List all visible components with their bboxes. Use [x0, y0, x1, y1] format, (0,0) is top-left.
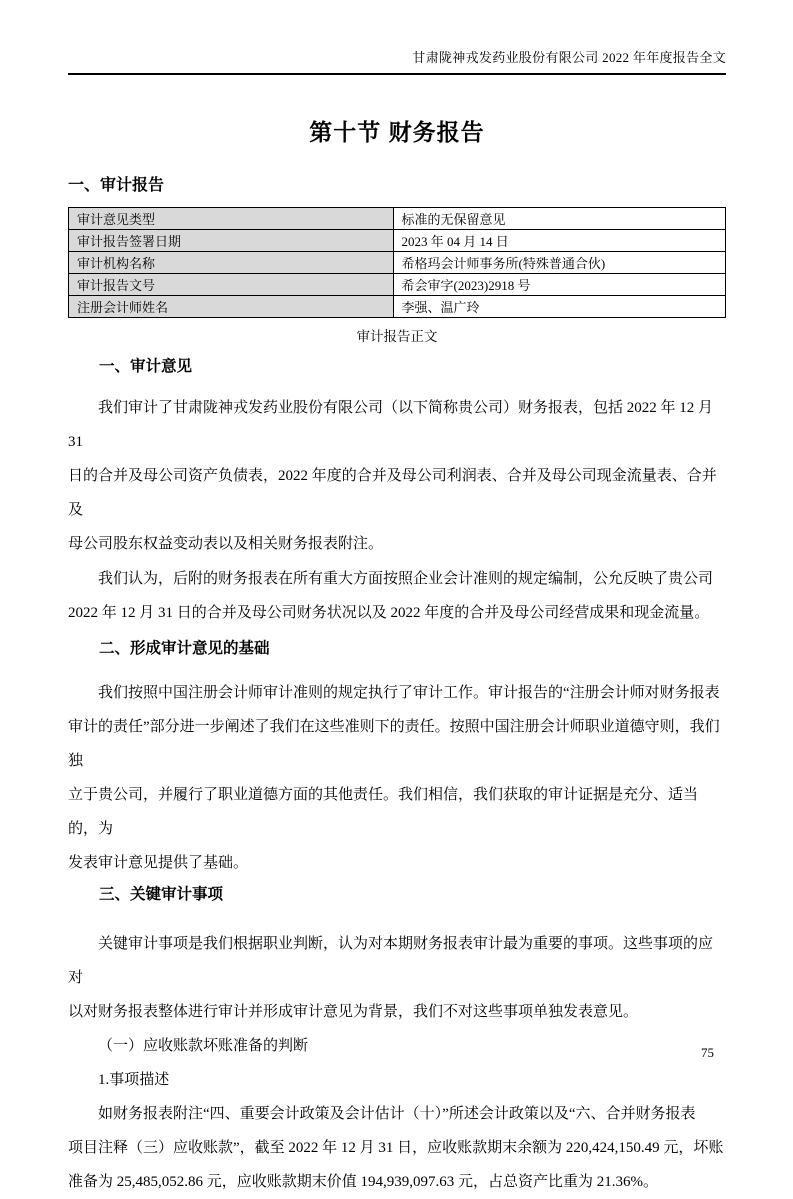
paragraph-line: 项目注释（三）应收账款”，截至 2022 年 12 月 31 日，应收账款期末余额为 220,424,150.49 元，坏账 — [68, 1140, 724, 1156]
key-matter-item-heading: （一）应收账款坏账准备的判断 — [98, 1038, 309, 1054]
paragraph-opinion-2 — [68, 562, 726, 630]
section-heading-audit-report: 一、审计报告 — [68, 177, 165, 194]
key-matter-item-subheading: 1.事项描述 — [98, 1072, 170, 1088]
table-row — [69, 252, 726, 274]
paragraph-line: 立于贵公司，并履行了职业道德方面的其他责任。我们相信，我们获取的审计证据是充分、适当的，为 — [68, 787, 699, 837]
document-header: 甘肃陇神戎发药业股份有限公司 2022 年年度报告全文 — [412, 50, 726, 65]
subsection-heading-opinion: 一、审计意见 — [99, 358, 193, 375]
page-number: 75 — [701, 1045, 714, 1060]
table-row — [69, 274, 726, 296]
subsection-heading-basis: 二、形成审计意见的基础 — [99, 640, 270, 657]
table-cell-value: 希格玛会计师事务所(特殊普通合伙) — [393, 252, 725, 274]
table-row — [69, 208, 726, 230]
paragraph-line: 关键审计事项是我们根据职业判断，认为对本期财务报表审计最为重要的事项。这些事项的应对 — [68, 936, 714, 986]
paragraph-line: 我们认为，后附的财务报表在所有重大方面按照企业会计准则的规定编制，公允反映了贵公司 — [98, 571, 714, 587]
page-title: 第十节 财务报告 — [309, 119, 485, 145]
table-cell-label: 审计报告签署日期 — [69, 230, 394, 252]
paragraph-line: 我们按照中国注册会计师审计准则的规定执行了审计工作。审计报告的“注册会计师对财务报表 — [98, 685, 720, 701]
audit-summary-table — [68, 207, 726, 318]
paragraph-key-matter-description — [68, 1097, 726, 1199]
paragraph-line: 我们审计了甘肃陇神戎发药业股份有限公司（以下简称贵公司）财务报表，包括 2022 年 12 月 31 — [68, 400, 714, 450]
report-body-caption: 审计报告正文 — [356, 329, 438, 344]
paragraph-line: 母公司股东权益变动表以及相关财务报表附注。 — [68, 536, 384, 552]
table-cell-label: 审计报告文号 — [69, 274, 394, 296]
table-row — [69, 296, 726, 318]
paragraph-key-matters — [68, 927, 726, 1029]
subsection-heading-key-matters: 三、关键审计事项 — [99, 886, 224, 903]
paragraph-line: 以对财务报表整体进行审计并形成审计意见为背景，我们不对这些事项单独发表意见。 — [68, 1004, 639, 1020]
table-cell-value: 标准的无保留意见 — [393, 208, 725, 230]
paragraph-line: 2022 年 12 月 31 日的合并及母公司财务状况以及 2022 年度的合并及母公司经营成果和现金流量。 — [68, 605, 710, 621]
paragraph-line: 发表审计意见提供了基础。 — [68, 855, 249, 871]
table-cell-value: 希会审字(2023)2918 号 — [393, 274, 725, 296]
table-cell-label: 注册会计师姓名 — [69, 296, 394, 318]
table-cell-label: 审计机构名称 — [69, 252, 394, 274]
paragraph-line: 如财务报表附注“四、重要会计政策及会计估计（十）”所述会计政策以及“六、合并财务报表 — [98, 1106, 696, 1122]
paragraph-line: 准备为 25,485,052.86 元，应收账款期末价值 194,939,097.63 元，占总资产比重为 21.36%。 — [68, 1174, 658, 1190]
header-divider-rule — [68, 73, 726, 75]
table-row — [69, 230, 726, 252]
table-cell-value: 李强、温广玲 — [393, 296, 725, 318]
paragraph-basis — [68, 676, 726, 880]
table-cell-value: 2023 年 04 月 14 日 — [393, 230, 725, 252]
table-cell-label: 审计意见类型 — [69, 208, 394, 230]
paragraph-opinion-1 — [68, 391, 726, 561]
paragraph-line: 日的合并及母公司资产负债表，2022 年度的合并及母公司利润表、合并及母公司现金流量表、合并及 — [68, 468, 717, 518]
paragraph-line: 审计的责任”部分进一步阐述了我们在这些准则下的责任。按照中国注册会计师职业道德守则，我们独 — [68, 719, 720, 769]
